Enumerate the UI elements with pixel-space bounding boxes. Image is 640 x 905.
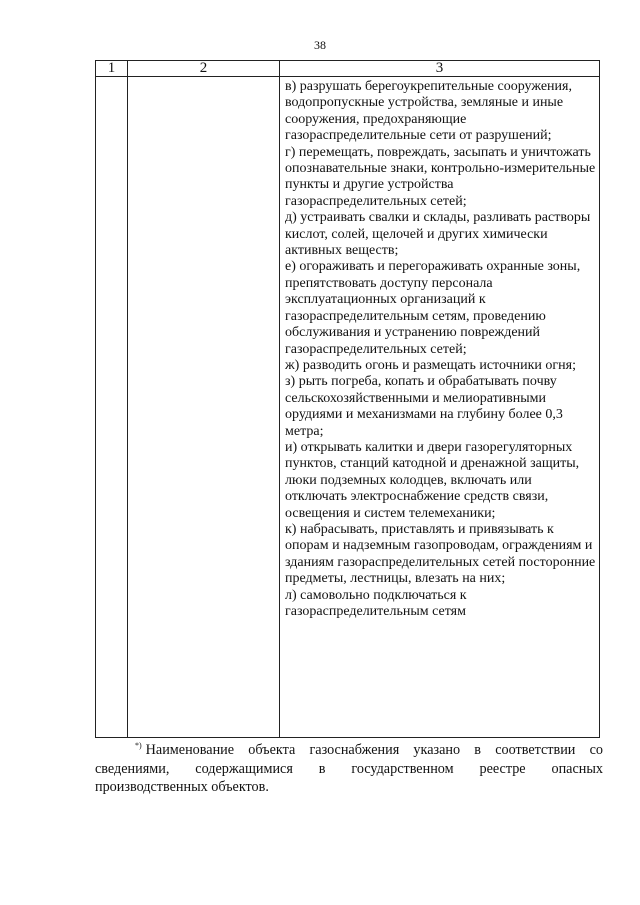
- list-item: к) набрасывать, приставлять и привязывать к опорам и надземным газопроводам, ограждениям и зданиям газораспределительных сетей посторонние предметы, лестницы, влезать на них;: [285, 521, 596, 587]
- list-item: д) устраивать свалки и склады, разливать растворы кислот, солей, щелочей и других химически активных веществ;: [285, 210, 591, 259]
- restrictions-table: [95, 60, 600, 738]
- list-item: ж) разводить огонь и размещать источники огня;: [285, 357, 576, 373]
- column-header-1: 1: [96, 61, 128, 77]
- table-cell-col1: [96, 77, 128, 738]
- list-item: е) огораживать и перегораживать охранные зоны, препятствовать доступу персонала эксплуатационных организаций к газораспределительным сетям, проведению обслуживания и устранению повреждений газораспределительных сетей;: [285, 259, 581, 357]
- list-item: в) разрушать берегоукрепительные сооружения, водопропускные устройства, земляные и иные сооружения, предохраняющие газораспределительные сети от разрушений;: [285, 79, 572, 144]
- column-header-3: 3: [280, 61, 600, 77]
- list-item: и) открывать калитки и двери газорегуляторных пунктов, станций катодной и дренажной защиты, люки подземных колодцев, включать или отключать электроснабжение средств связи, освещения и систем телемеханики;: [285, 439, 580, 521]
- footnote-paragraph: [95, 741, 603, 797]
- table-row: [96, 77, 600, 738]
- table-cell-col3: [280, 77, 600, 738]
- table-cell-col2: [128, 77, 280, 738]
- page-number: 38: [314, 38, 326, 52]
- table-header-row: [96, 61, 600, 77]
- footnote-text: Наименование объекта газоснабжения указано в соответствии со сведениями, содержащимися в государственном реестре опасных производственных объектов.: [95, 742, 603, 795]
- column-header-2: 2: [128, 61, 280, 77]
- list-item: з) рыть погреба, копать и обрабатывать почву сельскохозяйственными и мелиоративными орудиями и механизмами на глубину более 0,3 метра;: [285, 374, 563, 439]
- list-item: л) самовольно подключаться к газораспределительным сетям: [285, 587, 467, 619]
- footnote-marker: *): [135, 741, 142, 751]
- footnote: [95, 741, 603, 797]
- list-item: г) перемещать, повреждать, засыпать и уничтожать опознавательные знаки, контрольно-измерительные пункты и другие устройства газораспределительных сетей;: [285, 144, 596, 209]
